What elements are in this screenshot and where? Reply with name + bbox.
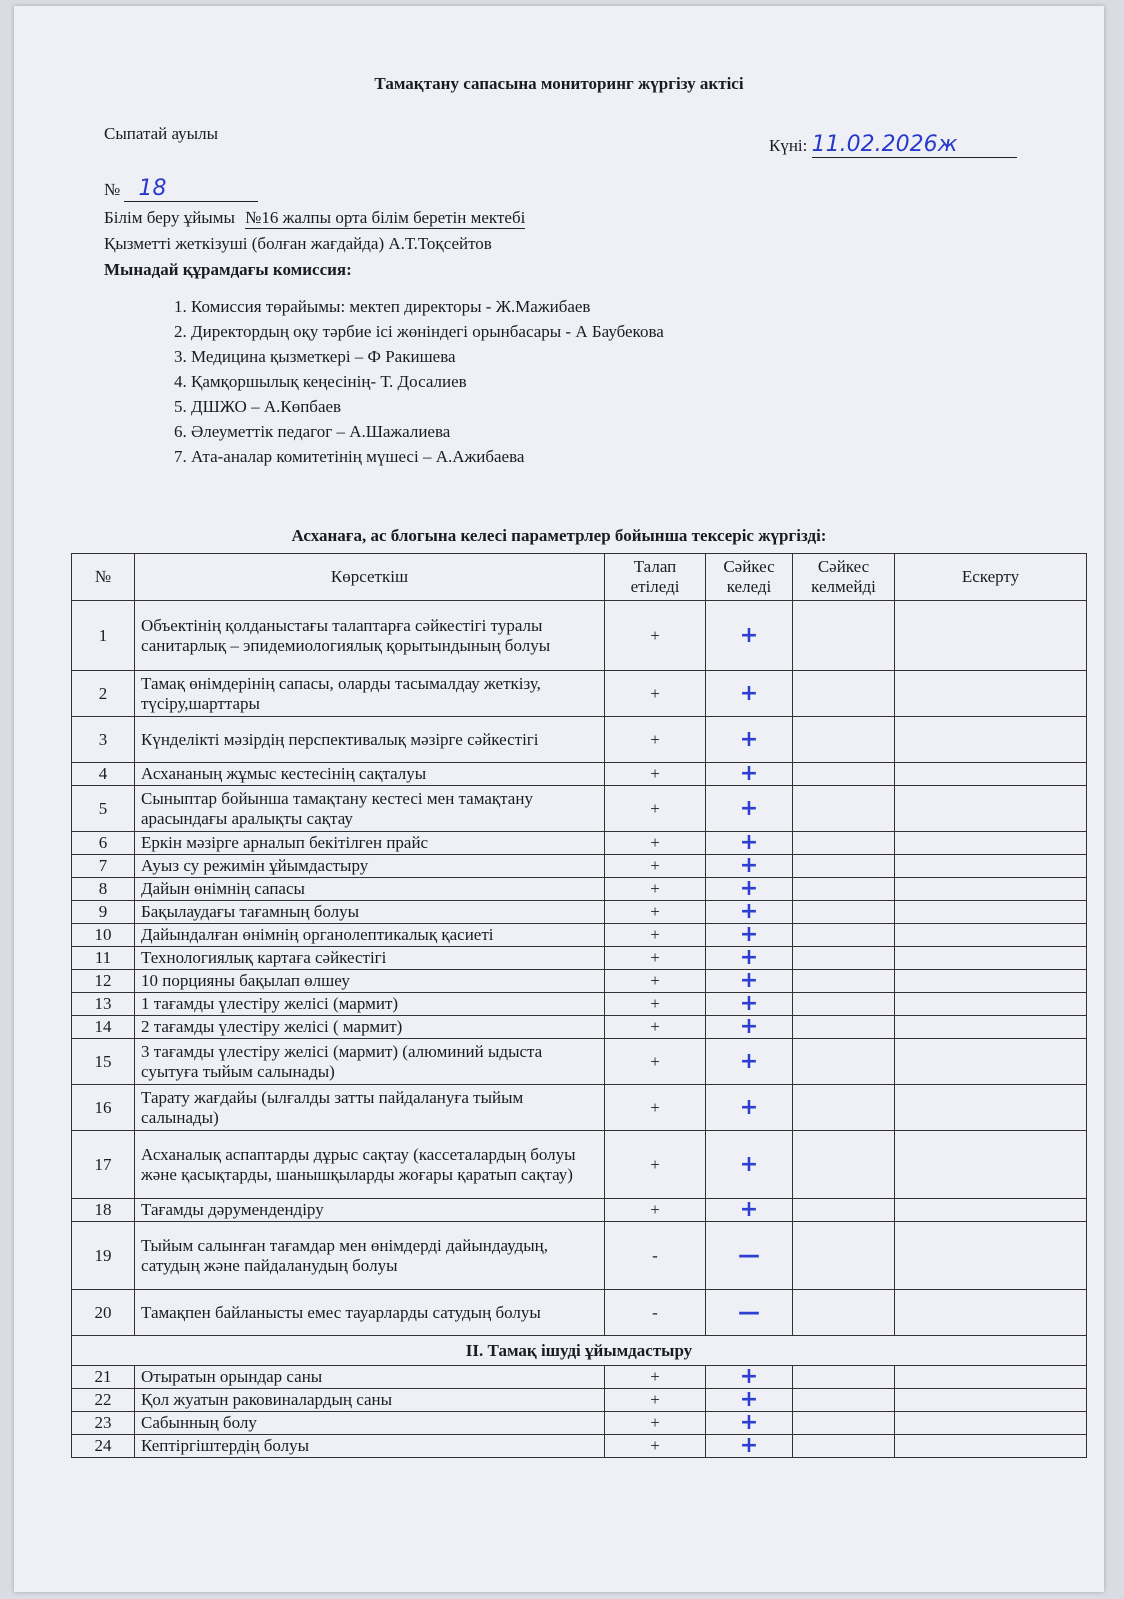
row-indicator: Асханалық аспаптарды дұрыс сақтау (кассеталардың болуы және қасықтарды, шанышқыларды жоғары қаратып сақтау) <box>135 1131 605 1199</box>
row-number: 21 <box>72 1366 135 1389</box>
org-label: Білім беру ұйымы <box>104 208 235 227</box>
table-row <box>72 1389 1087 1412</box>
table-row <box>72 671 1087 717</box>
row-compliant-mark: + <box>706 1435 793 1458</box>
member-item: 4. Қамқоршылық кеңесінің- Т. Досалиев <box>174 372 467 391</box>
row-number: 22 <box>72 1389 135 1412</box>
section-row <box>72 1336 1087 1366</box>
table-row <box>72 1039 1087 1085</box>
row-noncompliant <box>793 786 895 832</box>
row-number: 14 <box>72 1016 135 1039</box>
row-number: 16 <box>72 1085 135 1131</box>
col-required: Талап етіледі <box>605 554 706 601</box>
row-note <box>895 1039 1087 1085</box>
row-number: 8 <box>72 878 135 901</box>
col-number: № <box>72 554 135 601</box>
col-indicator: Көрсеткіш <box>135 554 605 601</box>
row-note <box>895 1131 1087 1199</box>
inspection-table <box>71 553 1087 1458</box>
row-indicator: Объектінің қолданыстағы талаптарға сәйкестігі туралы санитарлық – эпидемиологиялық қорытындының болуы <box>135 601 605 671</box>
row-number: 10 <box>72 924 135 947</box>
row-indicator: 10 порцияны бақылап өлшеу <box>135 970 605 993</box>
table-row <box>72 717 1087 763</box>
row-compliant-mark: + <box>706 993 793 1016</box>
row-required: + <box>605 763 706 786</box>
row-number: 18 <box>72 1199 135 1222</box>
row-required: + <box>605 1412 706 1435</box>
row-noncompliant <box>793 878 895 901</box>
row-note <box>895 878 1087 901</box>
row-indicator: Сыныптар бойынша тамақтану кестесі мен тамақтану арасындағы аралықты сақтау <box>135 786 605 832</box>
row-compliant-mark: + <box>706 1366 793 1389</box>
row-note <box>895 717 1087 763</box>
row-number: 15 <box>72 1039 135 1085</box>
row-number: 7 <box>72 855 135 878</box>
row-compliant-mark: + <box>706 671 793 717</box>
row-note <box>895 1290 1087 1336</box>
row-required: + <box>605 947 706 970</box>
row-note <box>895 1222 1087 1290</box>
row-noncompliant <box>793 763 895 786</box>
row-note <box>895 1435 1087 1458</box>
row-note <box>895 786 1087 832</box>
row-compliant-mark: + <box>706 786 793 832</box>
row-note <box>895 947 1087 970</box>
table-row <box>72 1412 1087 1435</box>
table-row <box>72 1366 1087 1389</box>
row-noncompliant <box>793 1016 895 1039</box>
row-note <box>895 855 1087 878</box>
row-note <box>895 1016 1087 1039</box>
row-number: 3 <box>72 717 135 763</box>
row-indicator: Еркін мәзірге арналып бекітілген прайс <box>135 832 605 855</box>
row-compliant-mark: + <box>706 1131 793 1199</box>
row-noncompliant <box>793 1366 895 1389</box>
row-indicator: Дайындалған өнімнің органолептикалық қасиеті <box>135 924 605 947</box>
row-number: 1 <box>72 601 135 671</box>
org-block <box>104 208 525 229</box>
row-required: + <box>605 970 706 993</box>
row-compliant-mark: — <box>706 1290 793 1336</box>
row-noncompliant <box>793 855 895 878</box>
row-note <box>895 1366 1087 1389</box>
commission-members <box>174 294 664 469</box>
table-row <box>72 1131 1087 1199</box>
row-indicator: Тыйым салынған тағамдар мен өнімдерді дайындаудың, сатудың және пайдаланудың болуы <box>135 1222 605 1290</box>
row-required: + <box>605 878 706 901</box>
row-noncompliant <box>793 1435 895 1458</box>
table-body <box>72 601 1087 1458</box>
row-required: + <box>605 717 706 763</box>
row-required: + <box>605 786 706 832</box>
row-number: 19 <box>72 1222 135 1290</box>
table-row <box>72 855 1087 878</box>
table-row <box>72 1290 1087 1336</box>
col-compliant: Сәйкес келеді <box>706 554 793 601</box>
table-row <box>72 901 1087 924</box>
member-item: 7. Ата-аналар комитетінің мүшесі – А.Ажибаева <box>174 447 525 466</box>
row-number: 23 <box>72 1412 135 1435</box>
member-item: 2. Директордың оқу тәрбие ісі жөніндегі орынбасары - А Баубекова <box>174 322 664 341</box>
row-note <box>895 970 1087 993</box>
row-note <box>895 901 1087 924</box>
row-required: + <box>605 855 706 878</box>
row-number: 9 <box>72 901 135 924</box>
table-row <box>72 924 1087 947</box>
row-indicator: Тамақ өнімдерінің сапасы, оларды тасымалдау жеткізу, түсіру,шарттары <box>135 671 605 717</box>
row-indicator: 2 тағамды үлестіру желісі ( мармит) <box>135 1016 605 1039</box>
row-compliant-mark: + <box>706 947 793 970</box>
date-label: Күні: <box>769 136 808 155</box>
row-noncompliant <box>793 993 895 1016</box>
row-compliant-mark: + <box>706 1085 793 1131</box>
table-row <box>72 1435 1087 1458</box>
row-compliant-mark: — <box>706 1222 793 1290</box>
row-number: 17 <box>72 1131 135 1199</box>
row-required: + <box>605 1016 706 1039</box>
col-note: Ескерту <box>895 554 1087 601</box>
row-indicator: Кептіргіштердің болуы <box>135 1435 605 1458</box>
row-required: - <box>605 1290 706 1336</box>
row-required: + <box>605 671 706 717</box>
table-row <box>72 878 1087 901</box>
row-note <box>895 601 1087 671</box>
row-noncompliant <box>793 601 895 671</box>
row-indicator: Күнделікті мәзірдің перспективалық мәзірге сәйкестігі <box>135 717 605 763</box>
row-note <box>895 832 1087 855</box>
row-noncompliant <box>793 1222 895 1290</box>
col-noncompliant: Сәйкес келмейді <box>793 554 895 601</box>
document-title: Тамақтану сапасына мониторинг жүргізу актісі <box>374 74 744 93</box>
row-note <box>895 1199 1087 1222</box>
number-block <box>104 176 258 202</box>
member-item: 5. ДШЖО – А.Көпбаев <box>174 397 342 416</box>
row-noncompliant <box>793 1199 895 1222</box>
table-header-row <box>72 554 1087 601</box>
row-required: + <box>605 993 706 1016</box>
row-compliant-mark: + <box>706 1016 793 1039</box>
row-indicator: 1 тағамды үлестіру желісі (мармит) <box>135 993 605 1016</box>
row-number: 11 <box>72 947 135 970</box>
row-indicator: Сабынның болу <box>135 1412 605 1435</box>
document-sheet <box>14 6 1104 1592</box>
row-number: 13 <box>72 993 135 1016</box>
row-required: + <box>605 1435 706 1458</box>
row-number: 4 <box>72 763 135 786</box>
row-required: + <box>605 1199 706 1222</box>
row-indicator: 3 тағамды үлестіру желісі (мармит) (алюминий ыдыста суытуға тыйым салынады) <box>135 1039 605 1085</box>
row-noncompliant <box>793 1039 895 1085</box>
row-noncompliant <box>793 1389 895 1412</box>
date-block <box>769 132 1017 158</box>
row-compliant-mark: + <box>706 1039 793 1085</box>
row-indicator: Дайын өнімнің сапасы <box>135 878 605 901</box>
row-indicator: Тарату жағдайы (ылғалды затты пайдалануға тыйым салынады) <box>135 1085 605 1131</box>
row-noncompliant <box>793 832 895 855</box>
row-note <box>895 763 1087 786</box>
row-compliant-mark: + <box>706 1389 793 1412</box>
row-required: - <box>605 1222 706 1290</box>
row-number: 2 <box>72 671 135 717</box>
table-row <box>72 970 1087 993</box>
row-required: + <box>605 1366 706 1389</box>
table-row <box>72 601 1087 671</box>
row-required: + <box>605 1039 706 1085</box>
row-required: + <box>605 832 706 855</box>
row-compliant-mark: + <box>706 878 793 901</box>
row-noncompliant <box>793 1085 895 1131</box>
row-number: 12 <box>72 970 135 993</box>
table-row <box>72 993 1087 1016</box>
row-indicator: Бақылаудағы тағамның болуы <box>135 901 605 924</box>
row-compliant-mark: + <box>706 717 793 763</box>
row-noncompliant <box>793 947 895 970</box>
row-noncompliant <box>793 1412 895 1435</box>
row-required: + <box>605 601 706 671</box>
number-value: 18 <box>124 176 258 202</box>
table-row <box>72 1199 1087 1222</box>
table-row <box>72 1016 1087 1039</box>
row-noncompliant <box>793 1131 895 1199</box>
row-note <box>895 671 1087 717</box>
table-row <box>72 947 1087 970</box>
row-note <box>895 1085 1087 1131</box>
row-indicator: Тамақпен байланысты емес тауарларды сатудың болуы <box>135 1290 605 1336</box>
member-item: 3. Медицина қызметкері – Ф Ракишева <box>174 347 456 366</box>
commission-label: Мынадай құрамдағы комиссия: <box>104 260 352 279</box>
row-number: 5 <box>72 786 135 832</box>
row-compliant-mark: + <box>706 763 793 786</box>
row-compliant-mark: + <box>706 901 793 924</box>
row-noncompliant <box>793 970 895 993</box>
row-compliant-mark: + <box>706 970 793 993</box>
row-compliant-mark: + <box>706 832 793 855</box>
row-indicator: Қол жуатын раковиналардың саны <box>135 1389 605 1412</box>
row-noncompliant <box>793 1290 895 1336</box>
row-noncompliant <box>793 901 895 924</box>
supplier-line: Қызметті жеткізуші (болған жағдайда) А.Т.Тоқсейтов <box>104 234 492 253</box>
row-required: + <box>605 1085 706 1131</box>
row-compliant-mark: + <box>706 855 793 878</box>
table-row <box>72 1085 1087 1131</box>
row-required: + <box>605 901 706 924</box>
row-compliant-mark: + <box>706 1199 793 1222</box>
row-indicator: Технологиялық картаға сәйкестігі <box>135 947 605 970</box>
table-intro: Асханаға, ас блогына келесі параметрлер бойынша тексеріс жүргізді: <box>291 526 827 545</box>
table-row <box>72 832 1087 855</box>
section-title: II. Тамақ ішуді ұйымдастыру <box>72 1336 1087 1366</box>
row-indicator: Отыратын орындар саны <box>135 1366 605 1389</box>
row-number: 20 <box>72 1290 135 1336</box>
row-indicator: Ауыз су режимін ұйымдастыру <box>135 855 605 878</box>
row-noncompliant <box>793 717 895 763</box>
row-number: 6 <box>72 832 135 855</box>
number-label: № <box>104 180 121 199</box>
row-compliant-mark: + <box>706 601 793 671</box>
table-row <box>72 786 1087 832</box>
row-compliant-mark: + <box>706 1412 793 1435</box>
member-item: 6. Әлеуметтік педагог – А.Шажалиева <box>174 422 451 441</box>
row-note <box>895 1412 1087 1435</box>
row-indicator: Асхананың жұмыс кестесінің сақталуы <box>135 763 605 786</box>
row-compliant-mark: + <box>706 924 793 947</box>
table-row <box>72 763 1087 786</box>
row-note <box>895 1389 1087 1412</box>
row-noncompliant <box>793 671 895 717</box>
row-required: + <box>605 1131 706 1199</box>
row-note <box>895 993 1087 1016</box>
member-item: 1. Комиссия төрайымы: мектеп директоры - Ж.Мажибаев <box>174 297 591 316</box>
org-value: №16 жалпы орта білім беретін мектебі <box>245 208 526 227</box>
row-required: + <box>605 924 706 947</box>
row-number: 24 <box>72 1435 135 1458</box>
row-required: + <box>605 1389 706 1412</box>
row-noncompliant <box>793 924 895 947</box>
date-value: 11.02.2026ж <box>812 132 1017 158</box>
village-label: Сыпатай ауылы <box>104 124 219 143</box>
row-indicator: Тағамды дәрумендендіру <box>135 1199 605 1222</box>
table-row <box>72 1222 1087 1290</box>
row-note <box>895 924 1087 947</box>
